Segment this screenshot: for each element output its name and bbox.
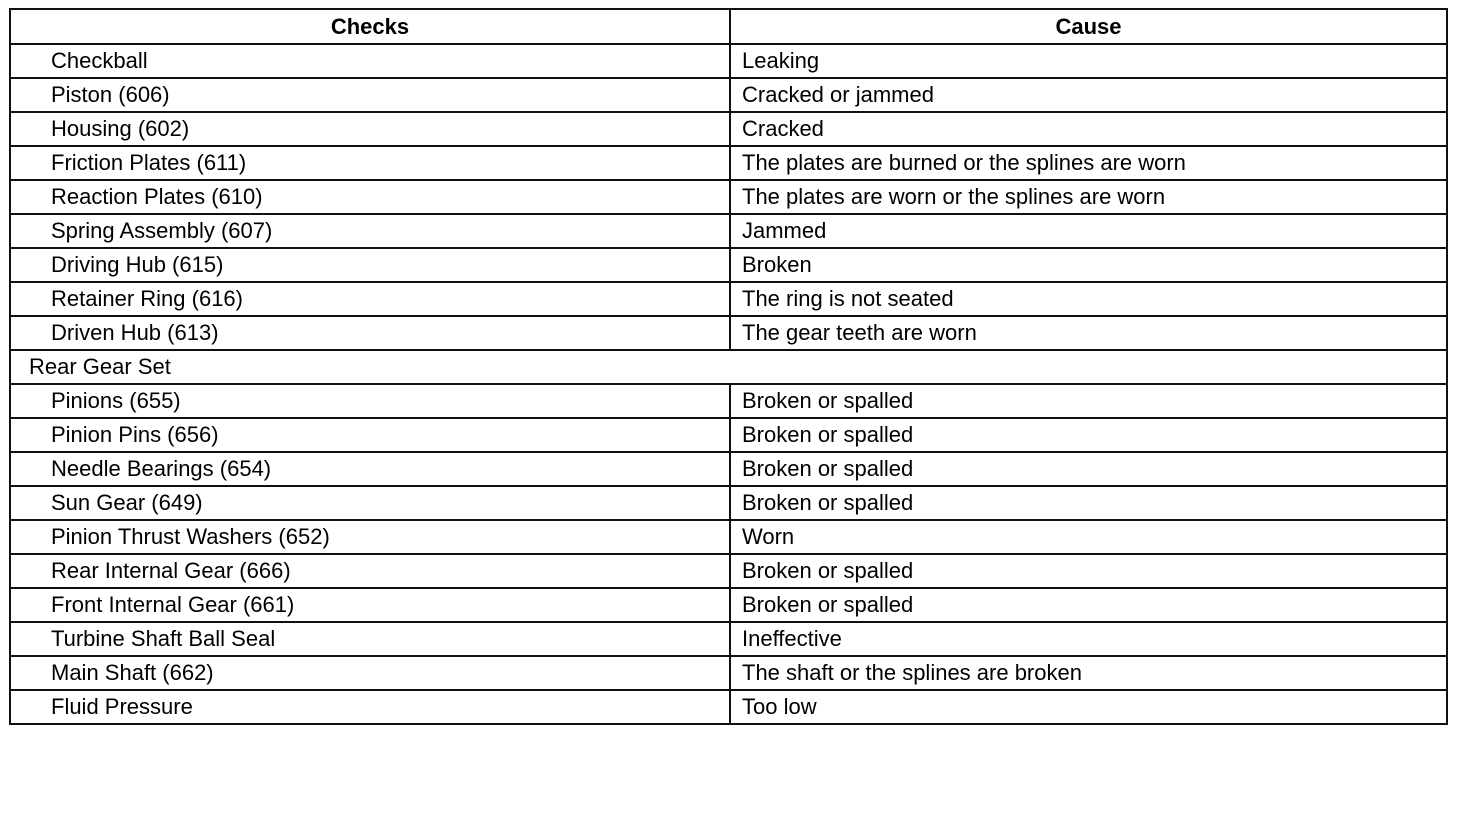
- table-row: [10, 452, 1447, 486]
- check-cell: Checkball: [10, 44, 730, 78]
- table-body: [10, 44, 1447, 724]
- table-row: [10, 588, 1447, 622]
- table-row: [10, 418, 1447, 452]
- check-cell: Sun Gear (649): [10, 486, 730, 520]
- cause-cell: The plates are worn or the splines are worn: [730, 180, 1447, 214]
- check-cell: Fluid Pressure: [10, 690, 730, 724]
- table-row: [10, 622, 1447, 656]
- table-row: [10, 248, 1447, 282]
- table-row: [10, 384, 1447, 418]
- check-cell: Pinion Pins (656): [10, 418, 730, 452]
- table-row: [10, 180, 1447, 214]
- table-row: [10, 44, 1447, 78]
- cause-cell: The gear teeth are worn: [730, 316, 1447, 350]
- cause-header: Cause: [730, 9, 1447, 44]
- table-row: [10, 214, 1447, 248]
- check-cell: Friction Plates (611): [10, 146, 730, 180]
- table-row: [10, 554, 1447, 588]
- check-cell: Driven Hub (613): [10, 316, 730, 350]
- cause-cell: The shaft or the splines are broken: [730, 656, 1447, 690]
- cause-cell: Cracked: [730, 112, 1447, 146]
- check-cell: Retainer Ring (616): [10, 282, 730, 316]
- cause-cell: Broken or spalled: [730, 384, 1447, 418]
- table-row: [10, 112, 1447, 146]
- cause-cell: Leaking: [730, 44, 1447, 78]
- cause-cell: Ineffective: [730, 622, 1447, 656]
- table-row: [10, 520, 1447, 554]
- table-row: [10, 78, 1447, 112]
- section-title: Rear Gear Set: [10, 350, 1447, 384]
- check-cell: Spring Assembly (607): [10, 214, 730, 248]
- table-row: [10, 282, 1447, 316]
- cause-cell: Broken or spalled: [730, 486, 1447, 520]
- cause-cell: Cracked or jammed: [730, 78, 1447, 112]
- table-row: [10, 690, 1447, 724]
- check-cell: Pinion Thrust Washers (652): [10, 520, 730, 554]
- checks-header: Checks: [10, 9, 730, 44]
- table-row: [10, 316, 1447, 350]
- table-row: [10, 146, 1447, 180]
- check-cell: Piston (606): [10, 78, 730, 112]
- cause-cell: Broken or spalled: [730, 418, 1447, 452]
- cause-cell: Broken or spalled: [730, 452, 1447, 486]
- check-cell: Housing (602): [10, 112, 730, 146]
- check-cell: Needle Bearings (654): [10, 452, 730, 486]
- check-cell: Pinions (655): [10, 384, 730, 418]
- cause-cell: Broken or spalled: [730, 554, 1447, 588]
- table-row: [10, 656, 1447, 690]
- checks-table: [9, 8, 1448, 725]
- check-cell: Rear Internal Gear (666): [10, 554, 730, 588]
- check-cell: Main Shaft (662): [10, 656, 730, 690]
- cause-cell: The plates are burned or the splines are worn: [730, 146, 1447, 180]
- check-cell: Driving Hub (615): [10, 248, 730, 282]
- check-cell: Turbine Shaft Ball Seal: [10, 622, 730, 656]
- cause-cell: The ring is not seated: [730, 282, 1447, 316]
- section-row: [10, 350, 1447, 384]
- table-row: [10, 486, 1447, 520]
- header-row: [10, 9, 1447, 44]
- check-cell: Front Internal Gear (661): [10, 588, 730, 622]
- check-cell: Reaction Plates (610): [10, 180, 730, 214]
- cause-cell: Jammed: [730, 214, 1447, 248]
- cause-cell: Broken or spalled: [730, 588, 1447, 622]
- cause-cell: Broken: [730, 248, 1447, 282]
- cause-cell: Too low: [730, 690, 1447, 724]
- cause-cell: Worn: [730, 520, 1447, 554]
